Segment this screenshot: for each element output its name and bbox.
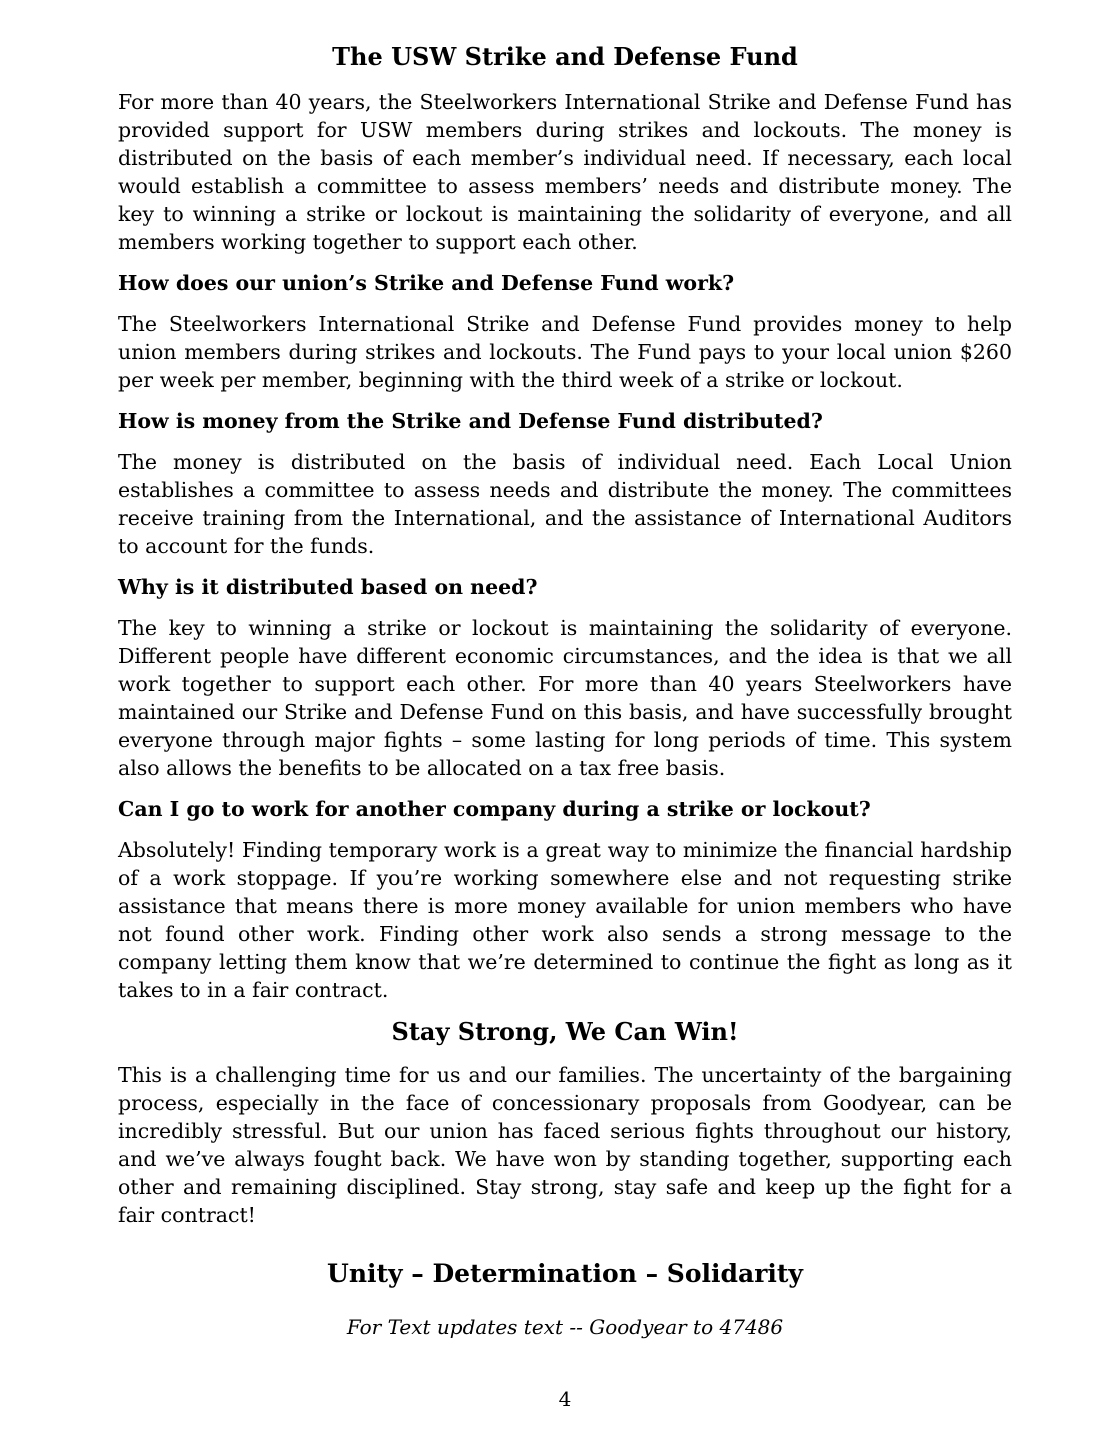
faq-question-need-based: Why is it distributed based on need? [118,575,538,599]
faq-answer-fund-work: The Steelworkers International Strike and Defense Fund provides money to help union members during strikes and lockouts. The Fund pays to your local union $260 per week per member, beginning with the third week of a strike or lockout. [118,312,1012,392]
motto-heading: Unity – Determination – Solidarity [327,1259,803,1288]
closing-heading: Stay Strong, We Can Win! [391,1017,739,1046]
page-title: The USW Strike and Defense Fund [332,42,798,71]
faq-answer-need-based: The key to winning a strike or lockout is maintaining the solidarity of everyone. Different people have different economic circumstances, and the idea is that we all work together to support each other. For more than 40 years Steelworkers have maintained our Strike and Defense Fund on this basis, and have successfully brought everyone through major fights – some lasting for long periods of time. This system also allows the benefits to be allocated on a tax free basis. [118,616,1012,780]
page-number: 4 [558,1387,572,1411]
faq-answer-other-work: Absolutely! Finding temporary work is a great way to minimize the financial hardship of a work stoppage. If you’re working somewhere else and not requesting strike assistance that means there is more money available for union members who have not found other work. Finding other work also sends a strong message to the company letting them know that we’re determined to continue the fight as long as it takes to in a fair contract. [118,838,1012,1002]
faq-question-distribution: How is money from the Strike and Defense Fund distributed? [118,409,823,433]
faq-question-fund-work: How does our union’s Strike and Defense Fund work? [118,271,735,295]
intro-paragraph: For more than 40 years, the Steelworkers International Strike and Defense Fund has provided support for USW members during strikes and lockouts. The money is distributed on the basis of each member’s individual need. If necessary, each local would establish a committee to assess members’ needs and distribute money. The key to winning a strike or lockout is maintaining the solidarity of everyone, and all members working together to support each other. [118,90,1012,254]
closing-paragraph: This is a challenging time for us and our families. The uncertainty of the bargaining process, especially in the face of concessionary proposals from Goodyear, can be incredibly stressful. But our union has faced serious fights throughout our history, and we’ve always fought back. We have won by standing together, supporting each other and remaining disciplined. Stay strong, stay safe and keep up the fight for a fair contract! [118,1063,1012,1227]
faq-question-other-work: Can I go to work for another company during a strike or lockout? [118,797,871,821]
text-updates-note: For Text updates text -- Goodyear to 47486 [346,1315,784,1339]
faq-answer-distribution: The money is distributed on the basis of individual need. Each Local Union establishes a committee to assess needs and distribute the money. The committees receive training from the International, and the assistance of International Auditors to account for the funds. [118,450,1012,558]
